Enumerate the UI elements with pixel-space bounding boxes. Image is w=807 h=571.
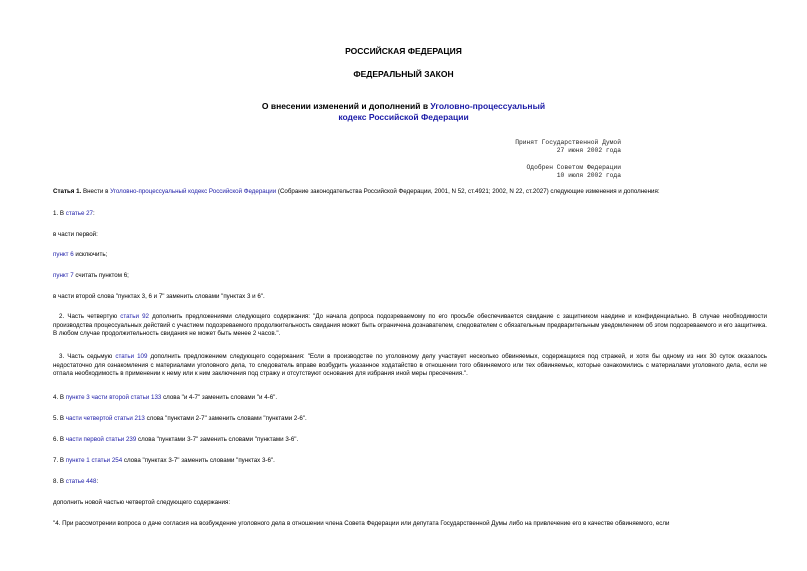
- article-1-text-b: (Собрание законодательства Российской Федерации, 2001, N 52, ст.4921; 2002, N 22, ст.2027) следующие изменения и дополнения:: [276, 188, 660, 195]
- item-8-quote-part-4: "4. При рассмотрении вопроса о даче согласия на возбуждение уголовного дела в отношении члена Совета Федерации или депутата Государственной Думы либо на привлечение его в качестве обвиняемого, если: [53, 520, 670, 527]
- item-6-text-a: 6. В: [53, 436, 66, 443]
- item-8-add-part-4: дополнить новой частью четвертой следующего содержания:: [53, 499, 231, 506]
- code-link-article[interactable]: Уголовно-процессуальный кодекс Российской Федерации: [110, 188, 277, 195]
- item-8-text-b: :: [96, 478, 99, 485]
- item-1-text-a: 1. В: [53, 210, 66, 217]
- duma-adoption: [515, 139, 621, 155]
- item-3-text-b: дополнить предложением следующего содержания: "Если в производстве по уголовному делу участвует несколько обвиняемых, содержащихся под стражей, и хотя бы одному из них 30 суток оказалось недостаточно для ознакомления с материалами уголовного дела, то следователь вправе возбудить указанное ходатайство в отношении того обвиняемого или тех обвиняемых, которые ознакомились с материалами уголовного дела, если не отпала необходимость в применении к нему или к ним заключения под стражу и отсутствуют основания для избрания иной меры пресечения.".: [53, 353, 767, 378]
- link-point-7[interactable]: пункт 7: [53, 272, 74, 279]
- item-5-text-b: слова "пунктами 2-7" заменить словами "пунктами 2-6".: [144, 415, 307, 422]
- item-1-point-6: [53, 251, 767, 260]
- item-2-text-a: 2. Часть четвертую: [59, 313, 121, 320]
- link-article-213[interactable]: части четвертой статьи 213: [65, 415, 145, 422]
- item-8: [53, 478, 767, 487]
- item-1-part-2: в части второй слова "пунктах 3, 6 и 7" заменить словами "пунктах 3 и 6".: [53, 293, 265, 300]
- point-6-text: исключить;: [73, 251, 108, 258]
- link-article-92[interactable]: статьи 92: [120, 313, 149, 320]
- item-6: [53, 436, 767, 445]
- link-article-27[interactable]: статье 27: [65, 210, 93, 217]
- item-7-text-a: 7. В: [53, 457, 66, 464]
- law-title: [0, 101, 807, 123]
- country-heading: РОССИЙСКАЯ ФЕДЕРАЦИЯ: [345, 46, 462, 56]
- item-3-text-a: 3. Часть седьмую: [59, 353, 116, 360]
- code-link-title-2[interactable]: кодекс Российской Федерации: [338, 112, 469, 122]
- item-8-text-a: 8. В: [53, 478, 66, 485]
- item-2: [53, 313, 767, 339]
- item-4-text-b: слова "и 4-7" заменить словами "и 4-6".: [161, 394, 278, 401]
- link-article-448[interactable]: статье 448: [65, 478, 97, 485]
- item-1-point-7: [53, 272, 767, 281]
- item-3: [53, 353, 767, 379]
- law-type-heading: ФЕДЕРАЛЬНЫЙ ЗАКОН: [353, 69, 454, 79]
- duma-adoption-label: Принят Государственной Думой: [515, 139, 621, 146]
- item-1: [53, 210, 767, 219]
- item-6-text-b: слова "пунктами 3-7" заменить словами "пунктами 3-6".: [136, 436, 299, 443]
- item-7: [53, 457, 767, 466]
- link-article-254[interactable]: пункте 1 статьи 254: [65, 457, 123, 464]
- item-2-text-b: дополнить предложениями следующего содержания: "До начала допроса подозреваемому по его просьбе обеспечивается свидание с защитником наедине и конфиденциально. В случае необходимости производства процессуальных действий с участием подозреваемого продолжительность свидания может быть ограничена дознавателем, следователем с обязательным предварительным уведомлением об этом подозреваемого и его защитника. В любом случае продолжительность свидания не может быть менее 2 часов.".: [53, 313, 767, 338]
- link-article-109[interactable]: статьи 109: [115, 353, 148, 360]
- council-approval: [527, 164, 621, 180]
- duma-adoption-date: 27 июня 2002 года: [556, 147, 621, 154]
- article-1-text-a: Внести в: [81, 188, 111, 195]
- link-point-6[interactable]: пункт 6: [53, 251, 74, 258]
- council-approval-label: Одобрен Советом Федерации: [526, 164, 621, 171]
- link-article-239[interactable]: части первой статьи 239: [65, 436, 137, 443]
- item-4-text-a: 4. В: [53, 394, 66, 401]
- article-1-label: Статья 1.: [53, 188, 82, 195]
- code-link-title-1[interactable]: Уголовно-процессуальный: [430, 101, 546, 111]
- item-5-text-a: 5. В: [53, 415, 66, 422]
- point-7-text: считать пунктом 6;: [73, 272, 129, 279]
- item-5: [53, 415, 767, 424]
- article-1-paragraph: [53, 188, 767, 197]
- item-1-text-b: :: [93, 210, 95, 217]
- link-article-133[interactable]: пункте 3 части второй статьи 133: [65, 394, 162, 401]
- council-approval-date: 10 июля 2002 года: [556, 172, 621, 179]
- law-title-prefix: О внесении изменений и дополнений в: [261, 101, 431, 111]
- item-7-text-b: слова "пунктах 3-7" заменить словами "пунктах 3-6".: [122, 457, 275, 464]
- item-4: [53, 394, 767, 403]
- item-1-part-1: в части первой:: [53, 231, 98, 238]
